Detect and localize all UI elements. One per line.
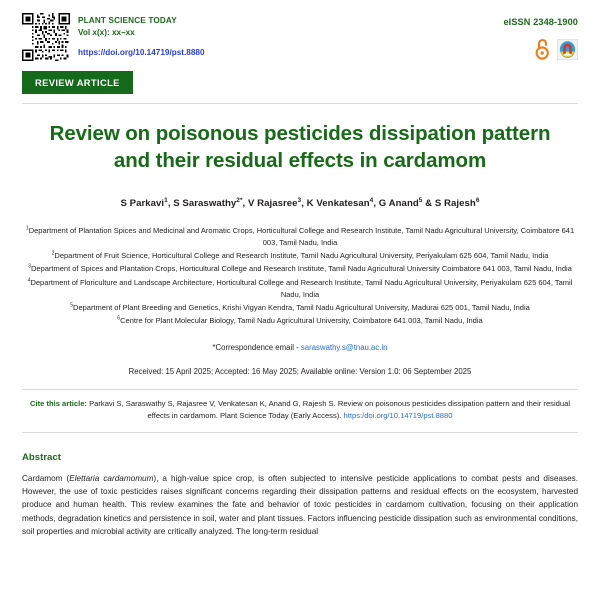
affiliation-item: $^4$Department of Floriculture and Landscape Architecture, Horticultural College and Research Institute, Tamil Nadu Agricultural University, Periyakulam 625 604, Tamil Nadu, India	[27, 277, 573, 299]
citation-body: Parkavi S, Saraswathy S, Rajasree V, Venkatesan K, Anand G, Rajesh S. Review on poisonous pesticides dissipation pattern and their residual effects in cardamom. Plant Science Today (Early Access).	[89, 399, 571, 421]
affiliation-item: $^5$Department of Plant Breeding and Genetics, Krishi Vigyan Kendra, Tamil Nadu Agricultural University, Madurai 625 001, Tamil Nadu, India	[70, 302, 530, 312]
abstract-part-1: Cardamom (	[22, 473, 70, 483]
author-name: S Saraswathy	[173, 198, 237, 210]
journal-logo-icon[interactable]	[557, 39, 578, 60]
affiliation-list	[22, 225, 578, 327]
publication-dates: Received: 15 April 2025; Accepted: 16 May 2025; Available online: Version 1.0: 06 September 2025	[128, 367, 472, 377]
eissn-label: eISSN 2348-1900	[503, 17, 578, 27]
masthead-right	[503, 13, 578, 60]
author-name: S Parkavi	[120, 198, 165, 210]
journal-doi-link[interactable]: https://doi.org/10.14719/pst.8880	[78, 47, 205, 57]
citation-label: Cite this article:	[29, 399, 87, 409]
author-affiliation-marker: 6	[475, 196, 480, 204]
journal-info	[78, 13, 205, 62]
citation-divider-bottom	[22, 432, 578, 433]
affiliation-marker: 5	[70, 302, 74, 309]
affiliation-marker: 1	[25, 225, 29, 232]
author-affiliation-marker: 1	[164, 196, 168, 204]
affiliation-item: $^2$Department of Fruit Science, Horticultural College and Research Institute, Tamil Nadu Agricultural University, Periyakulam 625 604, Tamil Nadu, India	[51, 250, 549, 261]
author-list: S Parkavi$^1$, S Saraswathy$^{2*}$, V Rajasree$^3$, K Venkatesan$^4$, G Anand$^5$ & S Rajesh$^6$	[120, 196, 480, 210]
affiliation-marker: 4	[27, 277, 31, 284]
correspondence-line	[22, 343, 578, 352]
author-name: S Rajesh	[434, 198, 476, 210]
author-name: G Anand	[378, 198, 419, 210]
journal-volume: Vol x(x): xx–xx	[78, 27, 135, 37]
correspondence-email-link[interactable]: saraswathy.s@tnau.ac.in	[300, 343, 388, 353]
page-title: Review on poisonous pesticides dissipation pattern and their residual effects in cardamom	[49, 121, 551, 173]
author-affiliation-marker: 5	[418, 196, 423, 204]
citation-text	[22, 390, 578, 432]
affiliation-item: $^1$Department of Plantation Spices and Medicinal and Aromatic Crops, Horticultural College and Research Institute, Tamil Nadu Agricultural University, Coimbatore 641 003, Tamil Nadu, India	[25, 225, 575, 248]
affiliation-marker: 3	[28, 263, 31, 270]
affiliation-marker: 2	[51, 250, 55, 257]
badge-row	[503, 38, 578, 60]
citation-doi-link[interactable]: https:/doi.org/10.14719/pst.8880	[343, 411, 453, 421]
masthead-left	[22, 13, 205, 62]
abstract-part-2: ), a high-value spice crop, is often subjected to intensive pesticide applications to combat pests and diseases. However, the use of toxic pesticides raises significant concerns regarding their dissipation patterns and residual effects on the ecosystem, harvested produce and human health. This review examines the fate and behavior of toxic pesticides in cardamom cultivation, focusing on their application methods, degradation kinetics and persistence in soil, water and plant tissues. Factors influencing pesticide dissipation such as environmental conditions, soil properties and microbial activity are critically analyzed. The long-term residual	[22, 473, 578, 536]
affiliation-item: $^3$Department of Spices and Plantation Crops, Horticultural College and Research Institute, Tamil Nadu Agricultural University Coimbatore 641 003, Tamil Nadu, India	[28, 263, 572, 274]
author-affiliation-marker: 4	[369, 196, 374, 204]
qr-code-icon[interactable]	[22, 13, 70, 61]
affiliation-marker: 6	[117, 315, 121, 322]
header-divider	[22, 103, 578, 104]
article-type-badge: REVIEW ARTICLE	[22, 71, 133, 94]
journal-name: PLANT SCIENCE TODAY	[78, 16, 177, 25]
abstract-heading: Abstract	[22, 451, 61, 463]
correspondence-label: *Correspondence email -	[212, 343, 299, 353]
masthead	[22, 0, 578, 62]
abstract-text	[22, 472, 578, 538]
affiliation-item: $^6$Centre for Plant Molecular Biology, Tamil Nadu Agricultural University, Coimbatore 641 003, Tamil Nadu, India	[117, 315, 483, 326]
author-name: K Venkatesan	[306, 198, 370, 210]
author-name: V Rajasree	[247, 198, 298, 210]
citation-block	[22, 389, 578, 433]
author-affiliation-marker: 2*	[236, 196, 243, 204]
species-name: Elettaria cardamomum	[69, 473, 154, 483]
author-affiliation-marker: 3	[297, 196, 302, 204]
open-access-lock-icon[interactable]	[535, 38, 550, 60]
